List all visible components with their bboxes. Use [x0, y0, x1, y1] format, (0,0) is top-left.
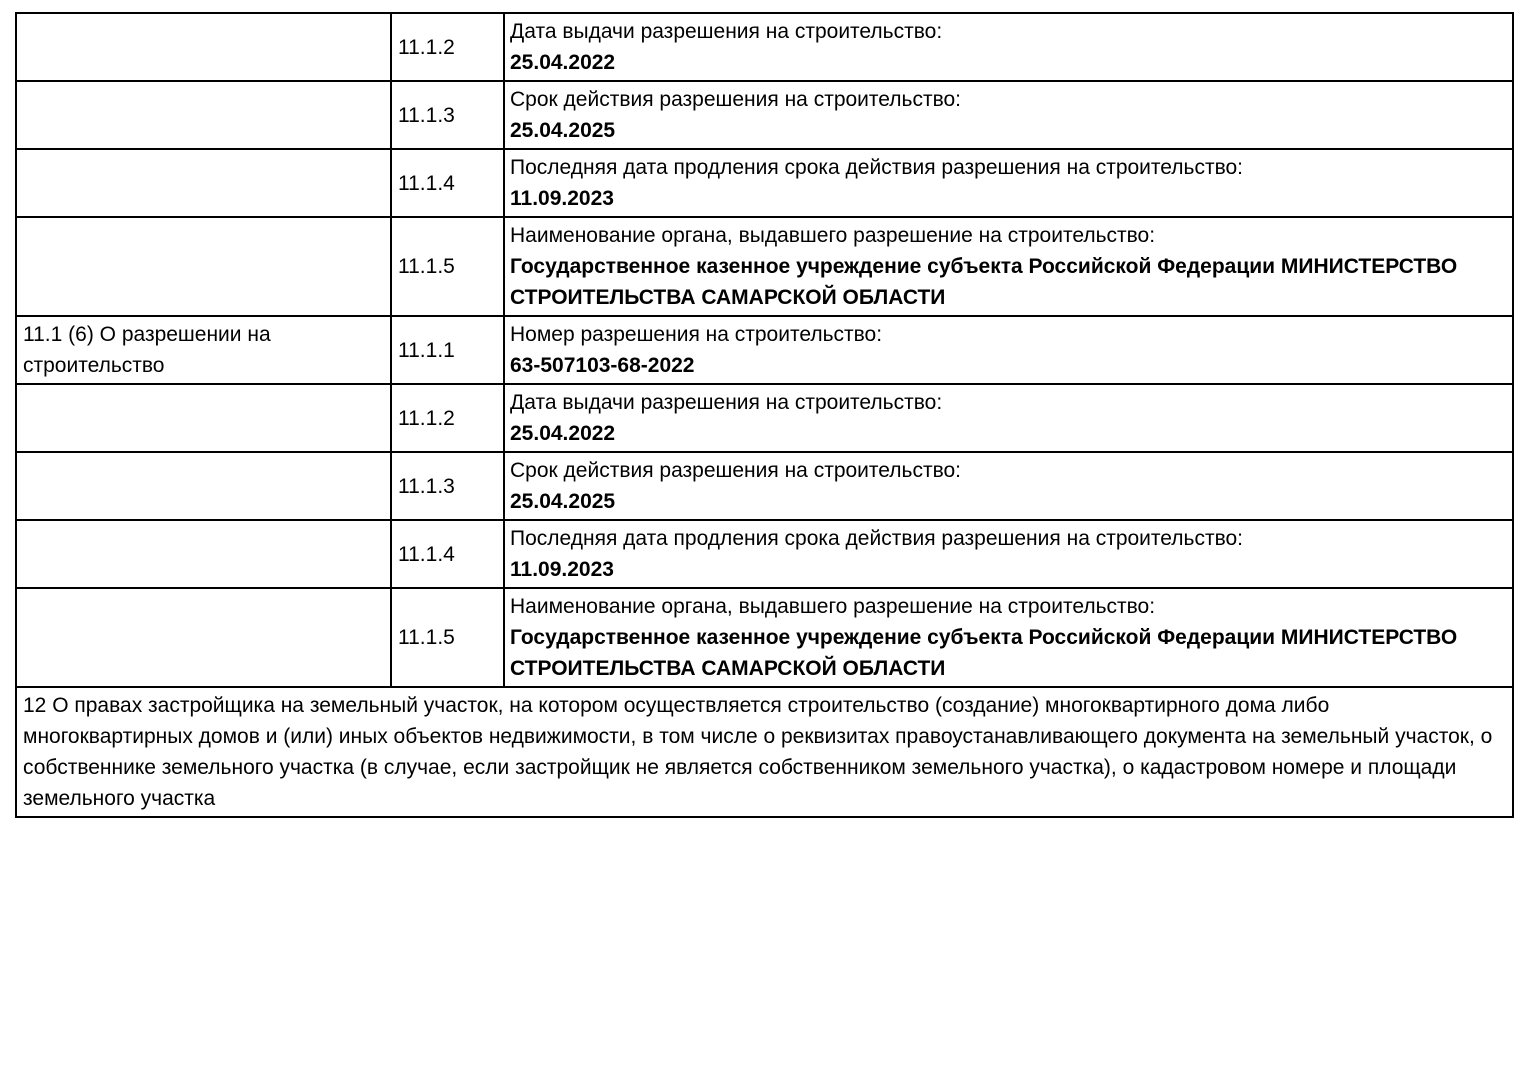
field-label: Наименование органа, выдавшего разрешение на строительство:: [510, 224, 1156, 247]
table-row: [16, 316, 1513, 384]
row-content: [504, 217, 1513, 316]
row-content: [504, 384, 1513, 452]
table-row: [16, 217, 1513, 316]
field-label: Наименование органа, выдавшего разрешение на строительство:: [510, 595, 1156, 618]
field-value: 25.04.2025: [510, 490, 616, 513]
row-code: 11.1.4: [391, 520, 504, 588]
row-code: 11.1.2: [391, 384, 504, 452]
group-cell: [16, 81, 391, 149]
group-cell: [16, 384, 391, 452]
field-value: Государственное казенное учреждение субъекта Российской Федерации МИНИСТЕРСТВО СТРОИТЕЛЬСТВА САМАРСКОЙ ОБЛАСТИ: [510, 626, 1458, 680]
row-content: [504, 520, 1513, 588]
table-row: [16, 588, 1513, 687]
row-code: 11.1.5: [391, 217, 504, 316]
table-row: [16, 13, 1513, 81]
section-12-text: 12 О правах застройщика на земельный участок, на котором осуществляется строительство (создание) многоквартирного дома либо многоквартирных домов и (или) иных объектов недвижимости, в том числе о реквизитах правоустанавливающего документа на земельный участок, о собственнике земельного участка (в случае, если застройщик не является собственником земельного участка), о кадастровом номере и площади земельного участка: [16, 687, 1513, 817]
group-cell: [16, 452, 391, 520]
group-cell: [16, 149, 391, 217]
field-value: Государственное казенное учреждение субъекта Российской Федерации МИНИСТЕРСТВО СТРОИТЕЛЬСТВА САМАРСКОЙ ОБЛАСТИ: [510, 255, 1458, 309]
table-row: [16, 81, 1513, 149]
row-code: 11.1.5: [391, 588, 504, 687]
field-label: Срок действия разрешения на строительство:: [510, 88, 962, 111]
row-code: 11.1.2: [391, 13, 504, 81]
field-label: Дата выдачи разрешения на строительство:: [510, 20, 943, 43]
field-label: Срок действия разрешения на строительство:: [510, 459, 962, 482]
field-label: Последняя дата продления срока действия разрешения на строительство:: [510, 527, 1244, 550]
row-code: 11.1.4: [391, 149, 504, 217]
field-value: 11.09.2023: [510, 187, 614, 210]
field-label: Последняя дата продления срока действия разрешения на строительство:: [510, 156, 1244, 179]
row-content: [504, 149, 1513, 217]
table-row: [16, 384, 1513, 452]
row-content: [504, 81, 1513, 149]
field-value: 25.04.2022: [510, 422, 616, 445]
row-code: 11.1.3: [391, 81, 504, 149]
group-cell: [16, 217, 391, 316]
group-cell: [16, 588, 391, 687]
table-row-section-12: [16, 687, 1513, 817]
group-cell: [16, 13, 391, 81]
row-content: [504, 452, 1513, 520]
field-value: 11.09.2023: [510, 558, 614, 581]
field-label: Номер разрешения на строительство:: [510, 323, 883, 346]
group-label-11-1-6: 11.1 (6) О разрешении на строительство: [16, 316, 391, 384]
row-code: 11.1.3: [391, 452, 504, 520]
field-value: 63-507103-68-2022: [510, 354, 695, 377]
field-value: 25.04.2025: [510, 119, 616, 142]
row-content: [504, 13, 1513, 81]
row-content: [504, 316, 1513, 384]
field-value: 25.04.2022: [510, 51, 616, 74]
group-cell: [16, 520, 391, 588]
table-row: [16, 149, 1513, 217]
construction-permit-table: [15, 12, 1514, 818]
row-content: [504, 588, 1513, 687]
table-row: [16, 520, 1513, 588]
field-label: Дата выдачи разрешения на строительство:: [510, 391, 943, 414]
table-row: [16, 452, 1513, 520]
row-code: 11.1.1: [391, 316, 504, 384]
